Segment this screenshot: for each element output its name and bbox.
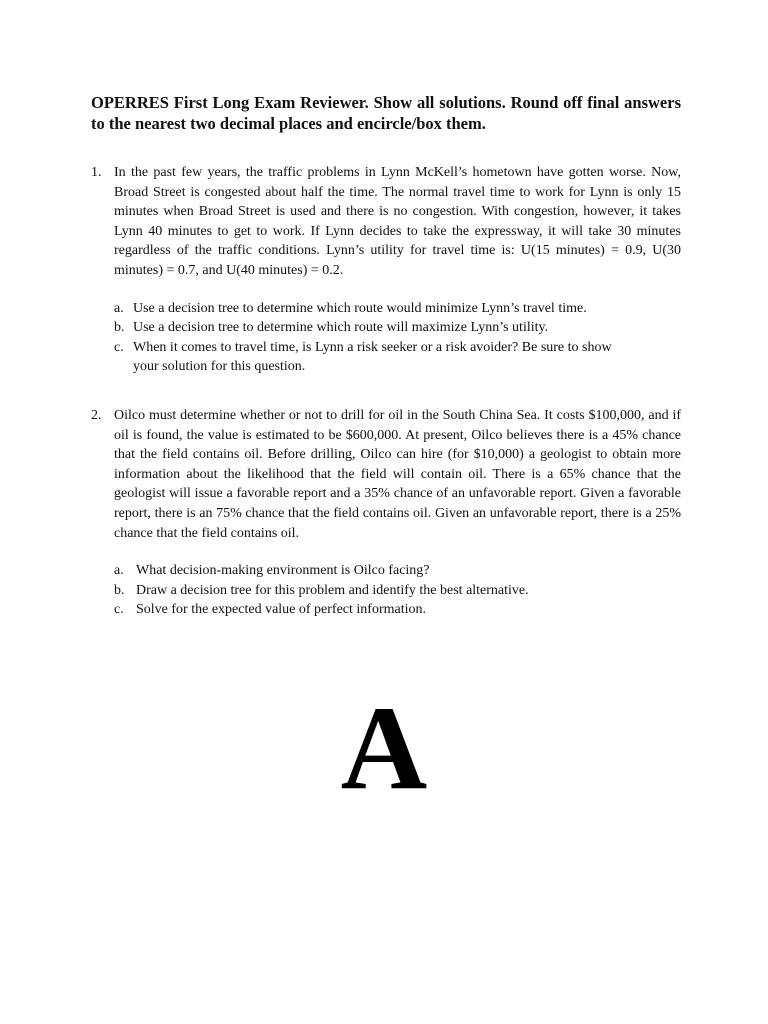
sub-question-b <box>114 581 681 601</box>
sub-question-text: Use a decision tree to determine which route would minimize Lynn’s travel time. <box>133 300 587 316</box>
sub-question-list <box>114 299 681 377</box>
question-number: 1. <box>91 165 102 180</box>
sub-question-text: When it comes to travel time, is Lynn a risk seeker or a risk avoider? Be sure to show your solution for this question. <box>133 339 612 375</box>
sub-question-a <box>114 299 681 319</box>
sub-question-c <box>114 600 681 620</box>
page-heading: OPERRES First Long Exam Reviewer. Show all solutions. Round off final answers to the nearest two decimal places and encircle/box them. <box>91 93 681 133</box>
question-text: Oilco must determine whether or not to drill for oil in the South China Sea. It costs $100,000, and if oil is found, the value is estimated to be $600,000. At present, Oilco believes there is a 45% chance that the field contains oil. Before drilling, Oilco can hire (for $10,000) a geologist to obtain more information about the likelihood that the field will contain oil. There is a 65% chance that the geologist will issue a favorable report and a 35% chance of an unfavorable report. Given a favorable report, there is an 75% chance that the field contains oil. Given an unfavorable report, there is a 25% chance that the field contains oil. <box>114 408 681 541</box>
exam-set-letter: A <box>340 681 428 814</box>
sub-question-b <box>114 318 681 338</box>
question-text: In the past few years, the traffic problems in Lynn McKell’s hometown have gotten worse. Now, Broad Street is congested about half the time. The normal travel time to work for Lynn is only 15 minutes when Broad Street is used and there is no congestion. With congestion, however, it takes Lynn 40 minutes to get to work. If Lynn decides to take the expressway, it will take 30 minutes regardless of the traffic conditions. Lynn’s utility for travel time is: U(15 minutes) = 0.9, U(30 minutes) = 0.7, and U(40 minutes) = 0.2. <box>114 165 681 278</box>
question-number: 2. <box>91 408 102 423</box>
sub-question-letter: a. <box>114 300 124 316</box>
sub-question-letter: c. <box>114 339 124 355</box>
sub-question-c <box>114 338 681 377</box>
sub-question-letter: b. <box>114 582 125 598</box>
sub-question-text: Draw a decision tree for this problem and identify the best alternative. <box>136 582 529 598</box>
sub-question-letter: c. <box>114 602 124 618</box>
sub-question-a <box>114 561 681 581</box>
question-1 <box>91 163 681 377</box>
sub-question-text: Use a decision tree to determine which route will maximize Lynn’s utility. <box>133 320 549 336</box>
sub-question-letter: a. <box>114 563 124 579</box>
sub-question-letter: b. <box>114 320 125 336</box>
question-2 <box>91 406 681 620</box>
sub-question-text: Solve for the expected value of perfect information. <box>136 602 426 618</box>
sub-question-text: What decision-making environment is Oilco facing? <box>136 563 430 579</box>
sub-question-list <box>114 561 681 620</box>
